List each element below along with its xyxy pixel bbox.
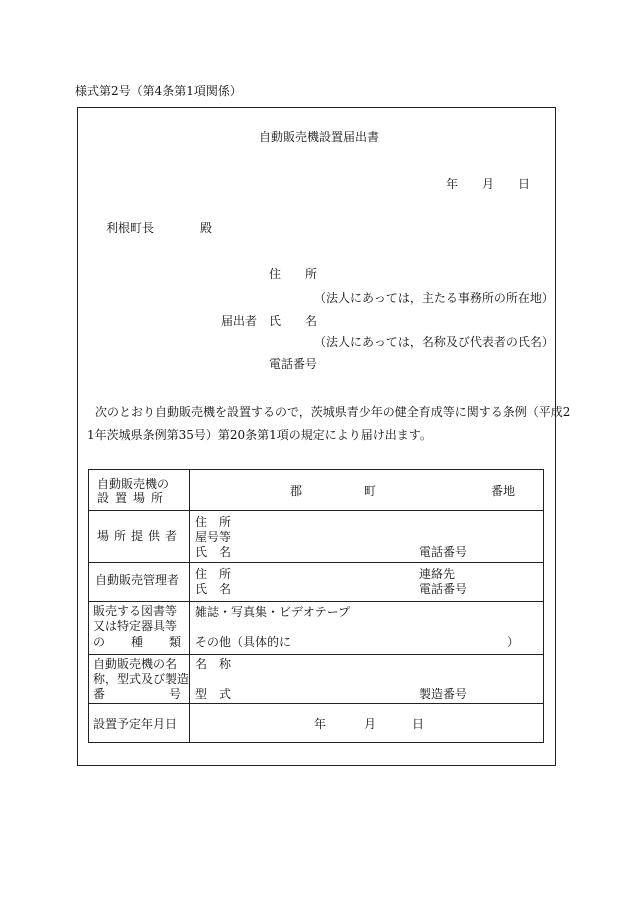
- body-text-line1: 次のとおり自動販売機を設置するので，茨城県青少年の健全育成等に関する条例（平成2: [95, 405, 571, 419]
- row1-label-line2: 設置場所: [97, 491, 170, 505]
- row4-label-line3: の 種 類: [93, 635, 181, 649]
- row5-label-line2: 称，型式及び製造: [93, 672, 190, 686]
- detail-table: [88, 469, 544, 743]
- applicant-address-label: 住 所: [269, 267, 318, 281]
- row1-banchi: 番地: [491, 484, 516, 498]
- row4-label-line1: 販売する図書等: [93, 604, 178, 618]
- row4-option-other-close: ）: [507, 635, 520, 649]
- row6-month: 月: [364, 717, 377, 731]
- addressee-name: 利根町長: [106, 221, 155, 235]
- row4-option-magazines: 雑誌・写真集・ビデオテープ: [195, 605, 351, 619]
- row2-address: 住 所: [195, 515, 232, 529]
- form-title: 自動販売機設置届出書: [259, 130, 380, 144]
- row1-gun: 郡: [290, 484, 303, 498]
- row3-contact: 連絡先: [419, 567, 456, 581]
- row2-label: 場所提供者: [97, 529, 183, 543]
- applicant-phone-label: 電話番号: [269, 357, 318, 371]
- form-number: 様式第2号（第4条第1項関係）: [75, 84, 242, 98]
- applicant-submitter-label: 届出者: [221, 314, 258, 328]
- row5-model: 型 式: [195, 687, 232, 701]
- row1-label-line1: 自動販売機の: [97, 477, 170, 491]
- row4-option-other: その他（具体的に: [195, 635, 292, 649]
- row3-label: 自動販売管理者: [95, 573, 180, 587]
- date-year: 年: [446, 177, 459, 191]
- date-day: 日: [518, 177, 531, 191]
- row5-label-line1: 自動販売機の名: [93, 657, 178, 671]
- row5-serial: 製造番号: [419, 687, 468, 701]
- row1-cho: 町: [364, 484, 377, 498]
- addressee-honorific: 殿: [200, 221, 213, 235]
- row2-phone: 電話番号: [419, 545, 468, 559]
- body-text-line2: 1年茨城県条例第35号）第20条第1項の規定により届け出ます。: [87, 428, 432, 442]
- row6-day: 日: [412, 717, 425, 731]
- applicant-address-note: （法人にあっては，主たる事務所の所在地）: [314, 291, 554, 305]
- row2-shop-name: 屋号等: [195, 530, 232, 544]
- row3-address: 住 所: [195, 567, 232, 581]
- applicant-name-note: （法人にあっては，名称及び代表者の氏名）: [314, 335, 554, 349]
- row2-person-name: 氏 名: [195, 545, 232, 559]
- row6-year: 年: [314, 717, 327, 731]
- applicant-name-label: 氏 名: [269, 314, 318, 328]
- row3-person-name: 氏 名: [195, 582, 232, 596]
- row3-phone: 電話番号: [419, 582, 468, 596]
- date-month: 月: [482, 177, 495, 191]
- row5-label-line3: 番 号: [93, 687, 181, 701]
- row6-label: 設置予定年月日: [93, 717, 178, 731]
- row5-name: 名 称: [195, 657, 232, 671]
- row4-label-line2: 又は特定器具等: [93, 619, 178, 633]
